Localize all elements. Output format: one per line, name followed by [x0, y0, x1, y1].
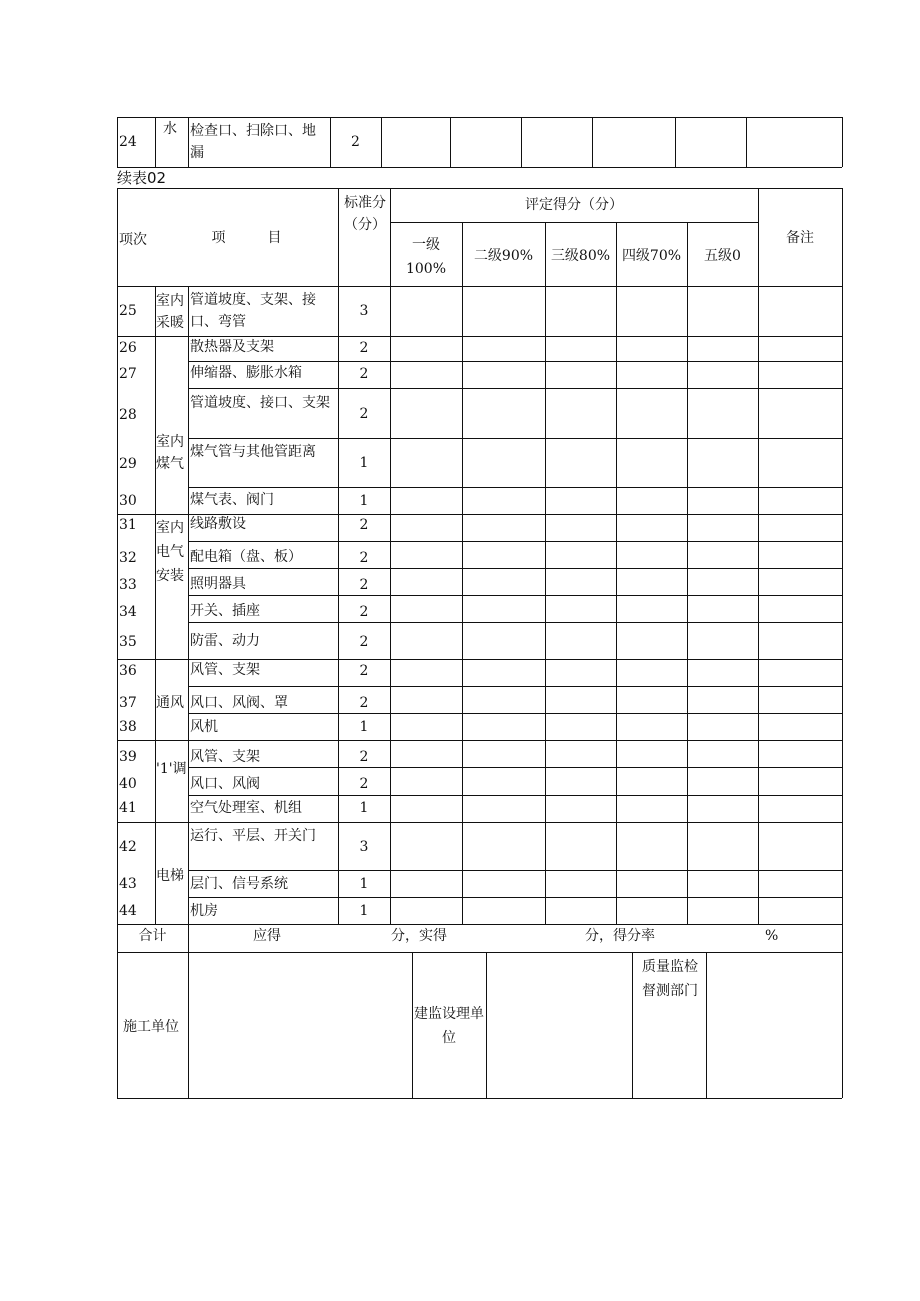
- row-item: 检查口、扫除口、地漏: [190, 123, 316, 161]
- total-should: 应得: [253, 928, 281, 944]
- group-electrical: 室内电气安装: [156, 520, 184, 584]
- row-number: 44: [119, 903, 137, 919]
- row-number: 37: [119, 695, 137, 711]
- total-actual: 分，实得: [391, 928, 447, 944]
- header-grade-4: 四级70%: [621, 248, 682, 264]
- construction-unit-label: 施工单位: [123, 1019, 179, 1035]
- row-score: 2: [359, 749, 369, 765]
- row-item: 煤气管与其他管距离: [190, 444, 316, 460]
- row-number: 29: [119, 456, 137, 472]
- row-item: 开关、插座: [190, 603, 260, 619]
- row-number: 28: [119, 407, 137, 423]
- row-item: 风口、风阀、罩: [190, 695, 288, 711]
- supervision-unit-label: 建监设理单位: [414, 1006, 484, 1046]
- row-score: 2: [359, 695, 369, 711]
- header-grade-2: 二级90%: [473, 248, 534, 264]
- table-caption: 续表02: [117, 169, 167, 187]
- row-item: 风口、风阀: [190, 776, 260, 792]
- total-label: 合计: [138, 928, 167, 944]
- row-number: 36: [119, 663, 137, 679]
- row-number: 39: [119, 749, 137, 765]
- row-item: 运行、平层、开关门: [190, 828, 316, 844]
- row-number: 32: [119, 550, 137, 566]
- row-item: 层门、信号系统: [190, 876, 288, 892]
- row-item: 风机: [190, 719, 218, 735]
- quality-dept-label: 质量监检督测部门: [642, 959, 698, 999]
- row-number: 33: [119, 577, 137, 593]
- row-score: 3: [359, 303, 369, 319]
- row-score: 2: [359, 663, 369, 679]
- row-score: 3: [359, 839, 369, 855]
- row-score: 2: [359, 366, 369, 382]
- header-grade-3: 三级80%: [550, 248, 611, 264]
- row-item: 防雷、动力: [190, 633, 260, 649]
- row-number: 34: [119, 604, 137, 620]
- row-number: 30: [119, 493, 137, 509]
- row-item: 散热器及支架: [190, 339, 274, 355]
- row-score: 1: [359, 800, 369, 816]
- group-elevator: 电梯: [156, 868, 184, 884]
- group-ventilation: 通风: [156, 695, 184, 711]
- row-item: 照明器具: [190, 576, 246, 592]
- row-score: 1: [359, 903, 369, 919]
- row-number: 25: [119, 303, 137, 319]
- row-score: 2: [359, 776, 369, 792]
- total-percent: %: [765, 928, 779, 944]
- row-score: 1: [359, 455, 369, 471]
- row-number: 43: [119, 876, 137, 892]
- row-item: 伸缩器、膨胀水箱: [190, 365, 302, 381]
- row-item: 空气处理室、机组: [190, 800, 302, 816]
- header-standard-score: 标准分（分）: [344, 195, 386, 233]
- row-number: 42: [119, 839, 137, 855]
- row-number: 31: [119, 517, 137, 533]
- header-item: 项 目: [211, 230, 282, 246]
- row-score: 2: [359, 634, 369, 650]
- header-remark: 备注: [786, 230, 814, 246]
- row-number: 40: [119, 776, 137, 792]
- header-grade-1: 一级100%: [405, 237, 447, 277]
- row-score: 2: [351, 134, 360, 150]
- header-grade-5: 五级0: [704, 248, 741, 264]
- row-score: 2: [359, 604, 369, 620]
- header-number: 项次: [119, 232, 147, 248]
- row-number: 27: [119, 366, 137, 382]
- row-score: 1: [359, 719, 369, 735]
- row-item: 机房: [190, 903, 218, 919]
- group-air-conditioning: '1'调: [156, 761, 187, 777]
- row-item: 风管、支架: [190, 749, 260, 765]
- group-gas: 室内煤气: [156, 434, 184, 472]
- row-score: 2: [359, 406, 369, 422]
- row-score: 2: [359, 340, 369, 356]
- row-item: 煤气表、阀门: [190, 492, 274, 508]
- row-score: 2: [359, 517, 369, 533]
- row-item: 管道坡度、接口、支架: [190, 395, 330, 411]
- row-number: 41: [119, 800, 137, 816]
- row-score: 1: [359, 493, 369, 509]
- total-rate: 分，得分率: [585, 928, 655, 944]
- row-number: 35: [119, 634, 137, 650]
- row-number: 26: [119, 340, 137, 356]
- row-score: 1: [359, 876, 369, 892]
- row-number: 38: [119, 719, 137, 735]
- row-item: 线路敷设: [190, 516, 246, 532]
- group-heating: 室内采暖: [156, 293, 184, 331]
- header-evaluation: 评定得分（分）: [525, 197, 623, 213]
- row-category: 水: [163, 121, 177, 137]
- row-item: 管道坡度、支架、接口、弯管: [190, 292, 316, 330]
- row-score: 2: [359, 577, 369, 593]
- row-number: 24: [119, 134, 137, 150]
- row-item: 配电箱（盘、板）: [190, 549, 302, 565]
- row-score: 2: [359, 550, 369, 566]
- row-item: 风管、支架: [190, 662, 260, 678]
